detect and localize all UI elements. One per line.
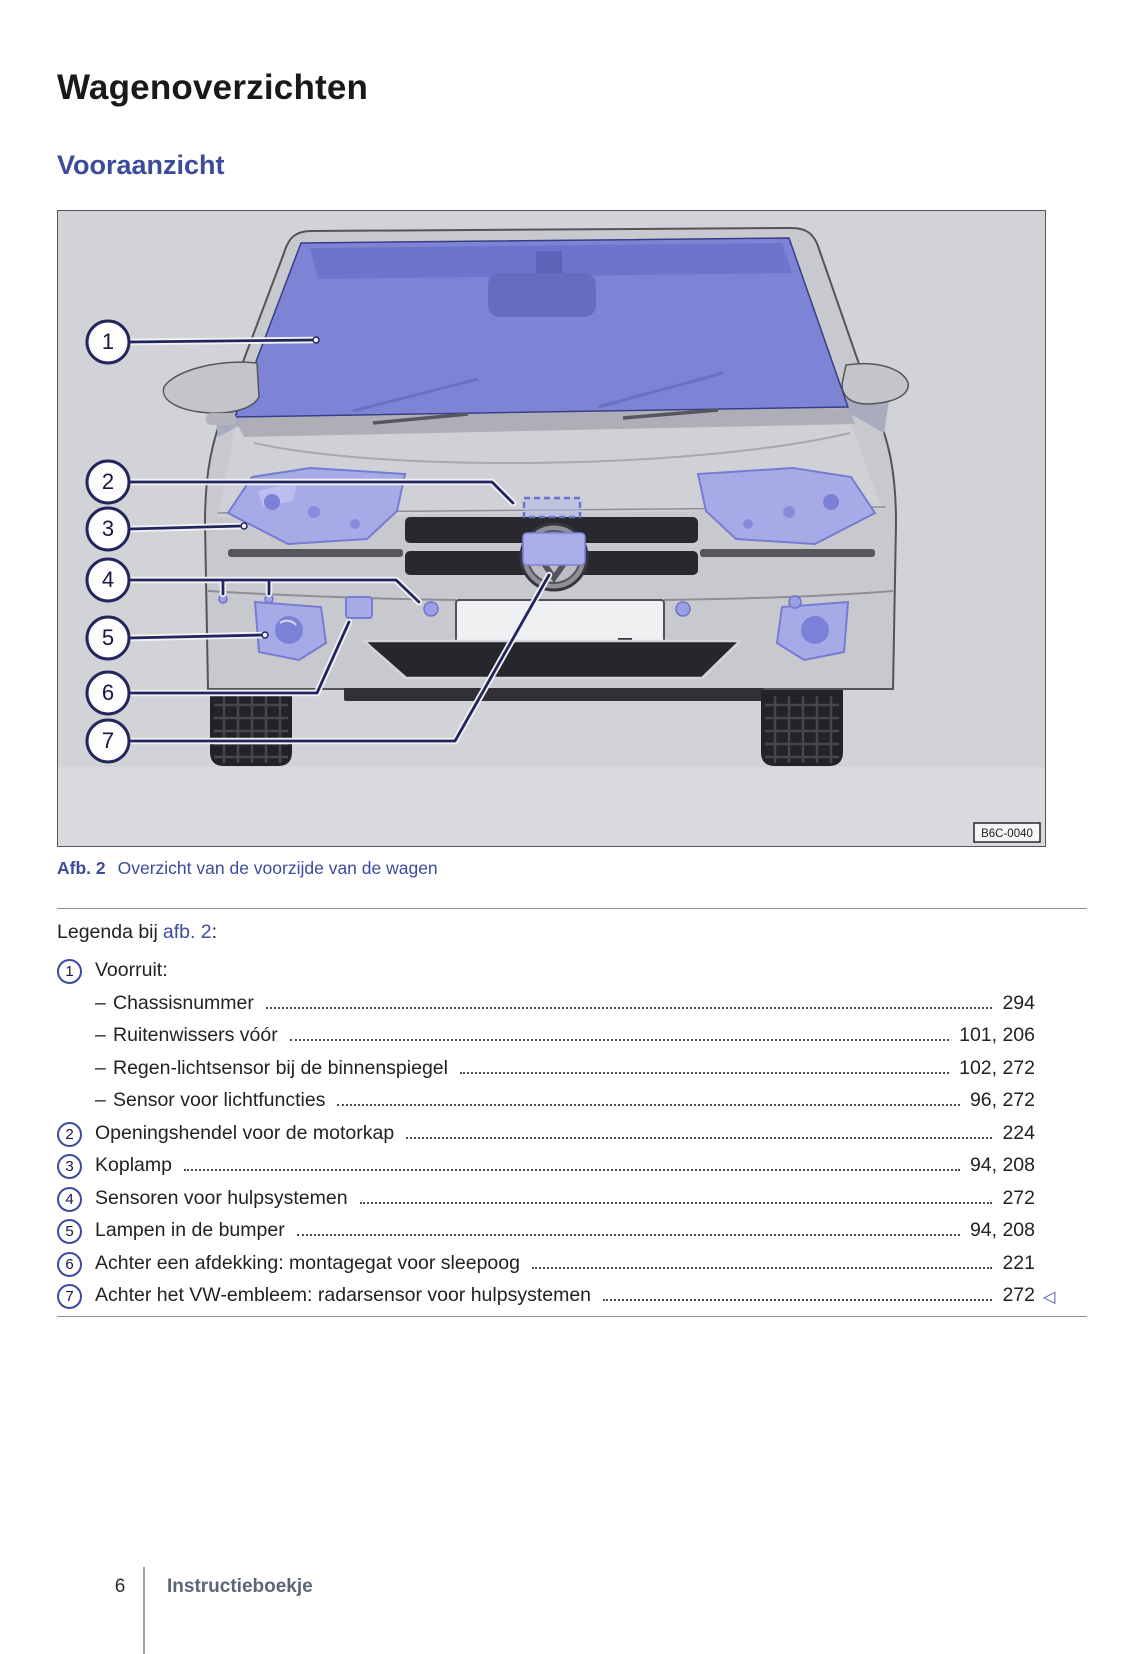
item-label: Koplamp [95,1154,172,1176]
svg-text:5: 5 [101,625,115,650]
page-numbers: 102, 272 [959,1056,1035,1079]
callout-6 [87,672,129,714]
dot-leader [406,1137,992,1139]
legend-list [57,954,1056,1312]
callout-4 [87,559,129,601]
bottom-intake [344,688,764,701]
item-number-badge: 5 [57,1219,82,1244]
dot-leader [297,1234,960,1236]
item-number-badge: 1 [57,959,82,984]
item-number-badge: 3 [57,1154,82,1179]
subitem-dash: – [95,991,106,1014]
dot-leader [184,1169,960,1171]
ground [58,767,1045,846]
callout-3 [87,508,129,550]
page-numbers: 94, 208 [969,1219,1035,1241]
item-label: Chassisnummer [113,991,254,1014]
svg-text:1: 1 [101,329,115,354]
subitem-dash: – [95,1089,106,1111]
dot-leader [532,1267,992,1269]
footer-divider [143,1567,145,1654]
divider-top [57,908,1087,909]
left-mirror-arm [206,413,236,425]
car-front-illustration [58,211,1045,846]
legend-item [57,1149,1035,1182]
legend-heading-prefix: Legenda bij [57,921,158,943]
item-label: Regen-lichtsensor bij de binnenspiegel [113,1056,448,1079]
dot-leader [360,1202,993,1204]
caption-label: Afb. 2 [57,858,106,878]
svg-text:3: 3 [101,516,115,541]
legend-item [57,954,1035,987]
item-label: Openingshendel voor de motorkap [95,1121,395,1144]
legend-subitem [57,987,1035,1020]
legend-subitem [57,1019,1035,1052]
legend-heading-suffix: : [211,921,218,943]
item-label: Achter het VW-embleem: radarsensor voor hulpsystemen [95,1284,592,1306]
radar-sensor-highlight [523,533,585,565]
grille-line-left [228,549,403,557]
dot-leader [266,1007,993,1009]
page-numbers: 221 [1002,1251,1035,1274]
svg-text:6: 6 [101,680,115,705]
callout-7 [87,720,129,762]
dot-leader [460,1072,949,1074]
page-numbers: 294 [1002,991,1035,1014]
subitem-dash: – [95,1056,106,1079]
figure-caption [57,858,438,879]
caption-text: Overzicht van de voorzijde van de wagen [117,858,438,878]
svg-text:B6C-0040: B6C-0040 [981,828,1033,840]
right-wheel [761,690,843,766]
hood-release-zone [524,498,580,517]
grille-line-right [700,549,875,557]
figure-front-view [57,210,1046,847]
page-title: Wagenoverzichten [57,68,369,107]
legend-item [57,1182,1035,1215]
page-numbers: 101, 206 [959,1024,1035,1046]
legend-heading [57,921,217,944]
figure-code-label [974,823,1040,842]
item-label: Sensor voor lichtfuncties [113,1089,326,1111]
lower-grille [364,641,740,678]
divider-bottom [57,1316,1087,1317]
item-number-badge: 4 [57,1187,82,1212]
legend-item [57,1117,1035,1150]
svg-text:4: 4 [101,567,115,592]
page-numbers: 96, 272 [969,1089,1035,1111]
svg-text:2: 2 [101,469,115,494]
dot-leader [337,1104,960,1106]
callout-1 [87,321,129,363]
vw-emblem [521,524,587,590]
page-numbers: 224 [1002,1121,1035,1144]
figure-reference-link[interactable]: afb. 2 [162,921,212,943]
item-number-badge: 2 [57,1122,82,1147]
svg-text:7: 7 [101,728,115,753]
item-label: Ruitenwissers vóór [113,1024,278,1046]
item-number-badge: 6 [57,1252,82,1277]
item-number-badge: 7 [57,1284,82,1309]
page-numbers: 272 [1002,1186,1035,1209]
item-label: Lampen in de bumper [95,1219,285,1241]
footer-page-number: 6 [114,1576,126,1597]
left-wheel [210,690,292,766]
callout-2 [87,461,129,503]
item-label: Sensoren voor hulpsystemen [95,1186,348,1209]
subitem-dash: – [95,1024,106,1046]
page-numbers: 272 [1002,1284,1035,1306]
dot-leader [603,1299,992,1301]
legend-subitem [57,1052,1035,1085]
legend-item [57,1214,1035,1247]
legend-item [57,1247,1035,1280]
footer-book-title: Instructieboekje [167,1576,313,1597]
legend-item: 7 Achter het VW-embleem: radarsensor voor hulpsystemen 272 ◁ [57,1279,1035,1312]
item-label: Achter een afdekking: montagegat voor sleepoog [95,1251,520,1274]
tow-eye-cover [346,597,372,618]
legend-subitem [57,1084,1035,1117]
section-title: Vooraanzicht [57,150,225,180]
dot-leader [290,1039,949,1041]
item-label: Voorruit: [95,959,168,981]
interior-mirror [488,273,596,317]
callout-5 [87,617,129,659]
page-numbers: 94, 208 [969,1154,1035,1176]
